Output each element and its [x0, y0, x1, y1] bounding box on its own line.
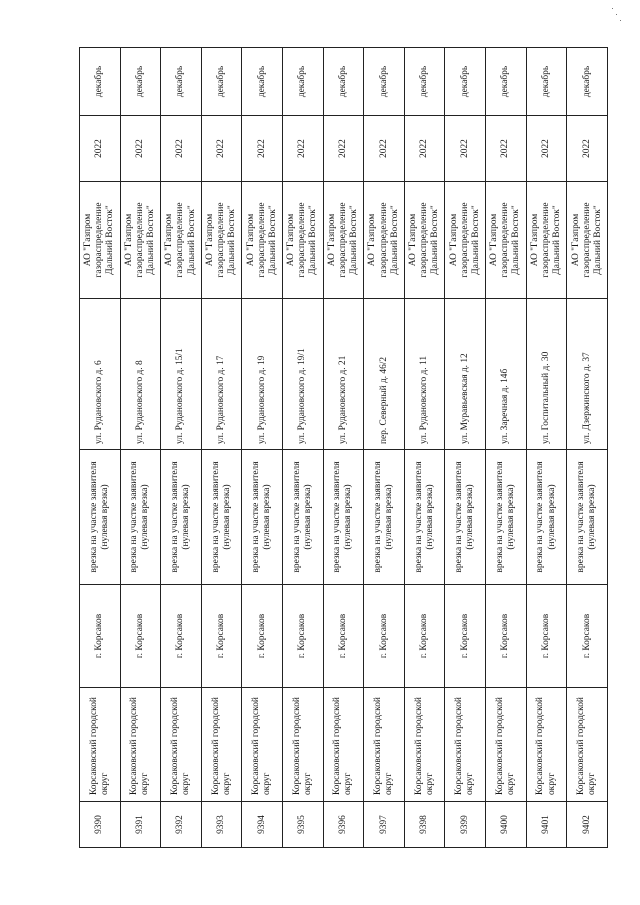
organization-cell: АО "Газпром газораспределение Дальний Восток"	[526, 182, 567, 299]
city-cell: г. Корсаков	[526, 585, 567, 688]
address-cell: ул. Рудановского д. 6	[80, 299, 121, 450]
rotated-table-container	[79, 48, 608, 848]
city-cell: г. Корсаков	[120, 585, 161, 688]
organization-cell: АО "Газпром газораспределение Дальний Восток"	[242, 182, 283, 299]
city-cell: г. Корсаков	[567, 585, 608, 688]
row-number: 9397	[364, 802, 405, 848]
row-number: 9396	[323, 802, 364, 848]
address-cell: ул. Рудановского д. 17	[201, 299, 242, 450]
year-cell: 2022	[486, 116, 527, 182]
organization-cell: АО "Газпром газораспределение Дальний Восток"	[283, 182, 324, 299]
address-cell: ул. Рудановского д. 8	[120, 299, 161, 450]
table-row	[201, 48, 242, 848]
action-cell: врезка на участке заявителя (нулевая врезка)	[486, 450, 527, 585]
city-cell: г. Корсаков	[283, 585, 324, 688]
month-cell: декабрь	[486, 48, 527, 116]
address-cell: ул. Госпитальный д. 30	[526, 299, 567, 450]
month-cell: декабрь	[161, 48, 202, 116]
year-cell: 2022	[161, 116, 202, 182]
month-cell: декабрь	[404, 48, 445, 116]
address-cell: ул. Заречная д. 14б	[486, 299, 527, 450]
district-cell: Корсаковский городской округ	[404, 688, 445, 802]
organization-cell: АО "Газпром газораспределение Дальний Восток"	[567, 182, 608, 299]
table-row	[283, 48, 324, 848]
table-body	[80, 48, 608, 848]
district-cell: Корсаковский городской округ	[242, 688, 283, 802]
month-cell: декабрь	[526, 48, 567, 116]
month-cell: декабрь	[283, 48, 324, 116]
organization-cell: АО "Газпром газораспределение Дальний Восток"	[404, 182, 445, 299]
address-cell: ул. Рудановского д. 21	[323, 299, 364, 450]
row-number: 9395	[283, 802, 324, 848]
action-cell: врезка на участке заявителя (нулевая врезка)	[242, 450, 283, 585]
action-cell: врезка на участке заявителя (нулевая врезка)	[404, 450, 445, 585]
address-cell: ул. Рудановского д. 19/1	[283, 299, 324, 450]
district-cell: Корсаковский городской округ	[364, 688, 405, 802]
district-cell: Корсаковский городской округ	[445, 688, 486, 802]
row-number: 9400	[486, 802, 527, 848]
city-cell: г. Корсаков	[323, 585, 364, 688]
table-row	[526, 48, 567, 848]
year-cell: 2022	[526, 116, 567, 182]
year-cell: 2022	[364, 116, 405, 182]
city-cell: г. Корсаков	[161, 585, 202, 688]
action-cell: врезка на участке заявителя (нулевая врезка)	[364, 450, 405, 585]
city-cell: г. Корсаков	[445, 585, 486, 688]
organization-cell: АО "Газпром газораспределение Дальний Восток"	[323, 182, 364, 299]
address-cell: ул. Муравьевская д. 12	[445, 299, 486, 450]
table-row	[404, 48, 445, 848]
year-cell: 2022	[404, 116, 445, 182]
city-cell: г. Корсаков	[486, 585, 527, 688]
year-cell: 2022	[323, 116, 364, 182]
year-cell: 2022	[283, 116, 324, 182]
month-cell: декабрь	[445, 48, 486, 116]
row-number: 9390	[80, 802, 121, 848]
district-cell: Корсаковский городской округ	[80, 688, 121, 802]
row-number: 9401	[526, 802, 567, 848]
city-cell: г. Корсаков	[364, 585, 405, 688]
address-cell: ул. Рудановского д. 15/1	[161, 299, 202, 450]
year-cell: 2022	[80, 116, 121, 182]
organization-cell: АО "Газпром газораспределение Дальний Восток"	[486, 182, 527, 299]
row-number: 9392	[161, 802, 202, 848]
table-row	[364, 48, 405, 848]
table-row	[445, 48, 486, 848]
action-cell: врезка на участке заявителя (нулевая врезка)	[120, 450, 161, 585]
year-cell: 2022	[445, 116, 486, 182]
city-cell: г. Корсаков	[201, 585, 242, 688]
address-cell: ул. Дзержинского д. 37	[567, 299, 608, 450]
month-cell: декабрь	[567, 48, 608, 116]
district-cell: Корсаковский городской округ	[283, 688, 324, 802]
table-row	[80, 48, 121, 848]
organization-cell: АО "Газпром газораспределение Дальний Восток"	[364, 182, 405, 299]
month-cell: декабрь	[364, 48, 405, 116]
district-cell: Корсаковский городской округ	[201, 688, 242, 802]
year-cell: 2022	[120, 116, 161, 182]
row-number: 9391	[120, 802, 161, 848]
organization-cell: АО "Газпром газораспределение Дальний Восток"	[80, 182, 121, 299]
row-number: 9393	[201, 802, 242, 848]
district-cell: Корсаковский городской округ	[567, 688, 608, 802]
address-cell: ул. Рудановского д. 11	[404, 299, 445, 450]
row-number: 9402	[567, 802, 608, 848]
district-cell: Корсаковский городской округ	[120, 688, 161, 802]
row-number: 9399	[445, 802, 486, 848]
table-row	[567, 48, 608, 848]
month-cell: декабрь	[323, 48, 364, 116]
month-cell: декабрь	[80, 48, 121, 116]
address-cell: ул. Рудановского д. 19	[242, 299, 283, 450]
city-cell: г. Корсаков	[404, 585, 445, 688]
year-cell: 2022	[567, 116, 608, 182]
action-cell: врезка на участке заявителя (нулевая врезка)	[526, 450, 567, 585]
district-cell: Корсаковский городской округ	[323, 688, 364, 802]
action-cell: врезка на участке заявителя (нулевая врезка)	[201, 450, 242, 585]
organization-cell: АО "Газпром газораспределение Дальний Восток"	[161, 182, 202, 299]
month-cell: декабрь	[201, 48, 242, 116]
district-cell: Корсаковский городской округ	[161, 688, 202, 802]
year-cell: 2022	[201, 116, 242, 182]
action-cell: врезка на участке заявителя (нулевая врезка)	[283, 450, 324, 585]
city-cell: г. Корсаков	[242, 585, 283, 688]
month-cell: декабрь	[242, 48, 283, 116]
table-row	[486, 48, 527, 848]
action-cell: врезка на участке заявителя (нулевая врезка)	[567, 450, 608, 585]
table-row	[161, 48, 202, 848]
organization-cell: АО "Газпром газораспределение Дальний Восток"	[201, 182, 242, 299]
organization-cell: АО "Газпром газораспределение Дальний Восток"	[120, 182, 161, 299]
year-cell: 2022	[242, 116, 283, 182]
action-cell: врезка на участке заявителя (нулевая врезка)	[161, 450, 202, 585]
action-cell: врезка на участке заявителя (нулевая врезка)	[80, 450, 121, 585]
row-number: 9398	[404, 802, 445, 848]
table-row	[120, 48, 161, 848]
row-number: 9394	[242, 802, 283, 848]
scan-speck	[612, 8, 622, 22]
table-row	[242, 48, 283, 848]
organization-cell: АО "Газпром газораспределение Дальний Восток"	[445, 182, 486, 299]
action-cell: врезка на участке заявителя (нулевая врезка)	[445, 450, 486, 585]
month-cell: декабрь	[120, 48, 161, 116]
address-cell: пер. Северный д. 46/2	[364, 299, 405, 450]
gas-connection-table	[79, 47, 608, 848]
action-cell: врезка на участке заявителя (нулевая врезка)	[323, 450, 364, 585]
district-cell: Корсаковский городской округ	[486, 688, 527, 802]
city-cell: г. Корсаков	[80, 585, 121, 688]
table-row	[323, 48, 364, 848]
district-cell: Корсаковский городской округ	[526, 688, 567, 802]
